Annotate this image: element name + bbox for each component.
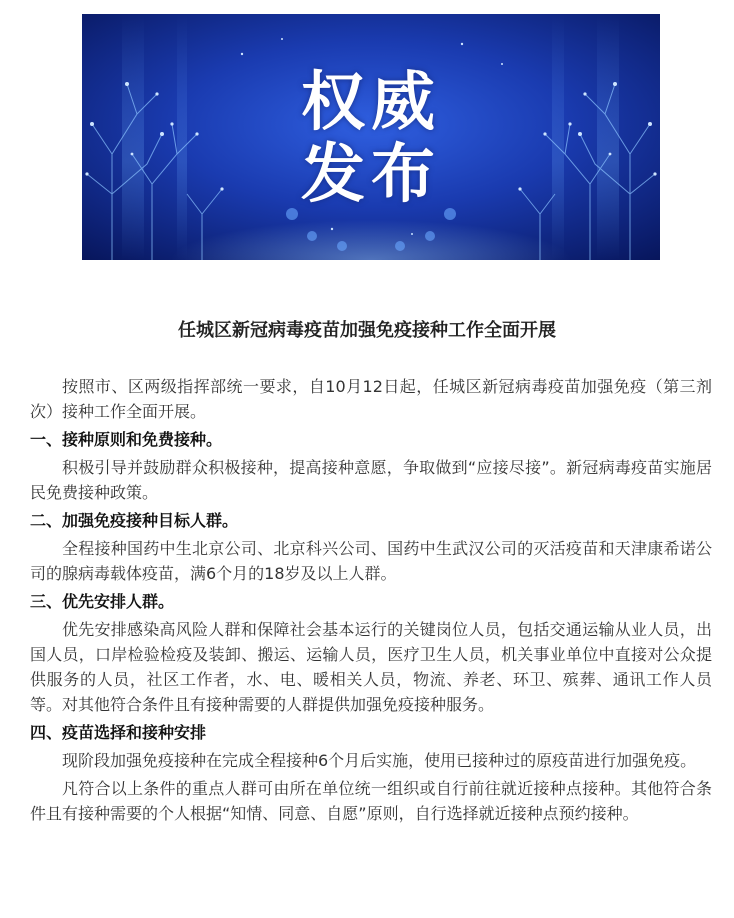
section-paragraph: 凡符合以上条件的重点人群可由所在单位统一组织或自行前往就近接种点接种。其他符合条件且有接种需要的个人根据“知情、同意、自愿”原则，自行选择就近接种点预约接种。 (30, 779, 712, 823)
intro-paragraph: 按照市、区两级指挥部统一要求，自10月12日起，任城区新冠病毒疫苗加强免疫（第三剂次）接种工作全面开展。 (30, 377, 712, 421)
banner-title-line-2: 发布 (301, 138, 441, 212)
section-heading: 一、接种原则和免费接种。 (30, 430, 223, 449)
section-paragraph: 积极引导并鼓励群众积极接种，提高接种意愿，争取做到“应接尽接”。新冠病毒疫苗实施居民免费接种政策。 (30, 458, 712, 502)
section-heading: 四、疫苗选择和接种安排 (30, 723, 207, 742)
section-heading: 三、优先安排人群。 (30, 592, 175, 611)
banner-image (82, 14, 660, 260)
section-paragraph: 现阶段加强免疫接种在完成全程接种6个月后实施，使用已接种过的原疫苗进行加强免疫。 (62, 751, 697, 770)
section-paragraph: 全程接种国药中生北京公司、北京科兴公司、国药中生武汉公司的灭活疫苗和天津康希诺公司的腺病毒载体疫苗，满6个月的18岁及以上人群。 (30, 539, 712, 583)
banner-background (82, 14, 660, 260)
article-title: 任城区新冠病毒疫苗加强免疫接种工作全面开展 (178, 320, 556, 341)
section-paragraph: 优先安排感染高风险人群和保障社会基本运行的关键岗位人员，包括交通运输从业人员，出国人员，口岸检验检疫及装卸、搬运、运输人员，医疗卫生人员，机关事业单位中直接对公众提供服务的人员，社区工作者，水、电、暖相关人员，物流、养老、环卫、殡葬、通讯工作人员等。对其他符合条件且有接种需要的人群提供加强免疫接种服务。 (30, 620, 712, 714)
section-heading: 二、加强免疫接种目标人群。 (30, 511, 239, 530)
article-body (30, 374, 712, 829)
banner-title-line-1: 权威 (301, 66, 441, 140)
